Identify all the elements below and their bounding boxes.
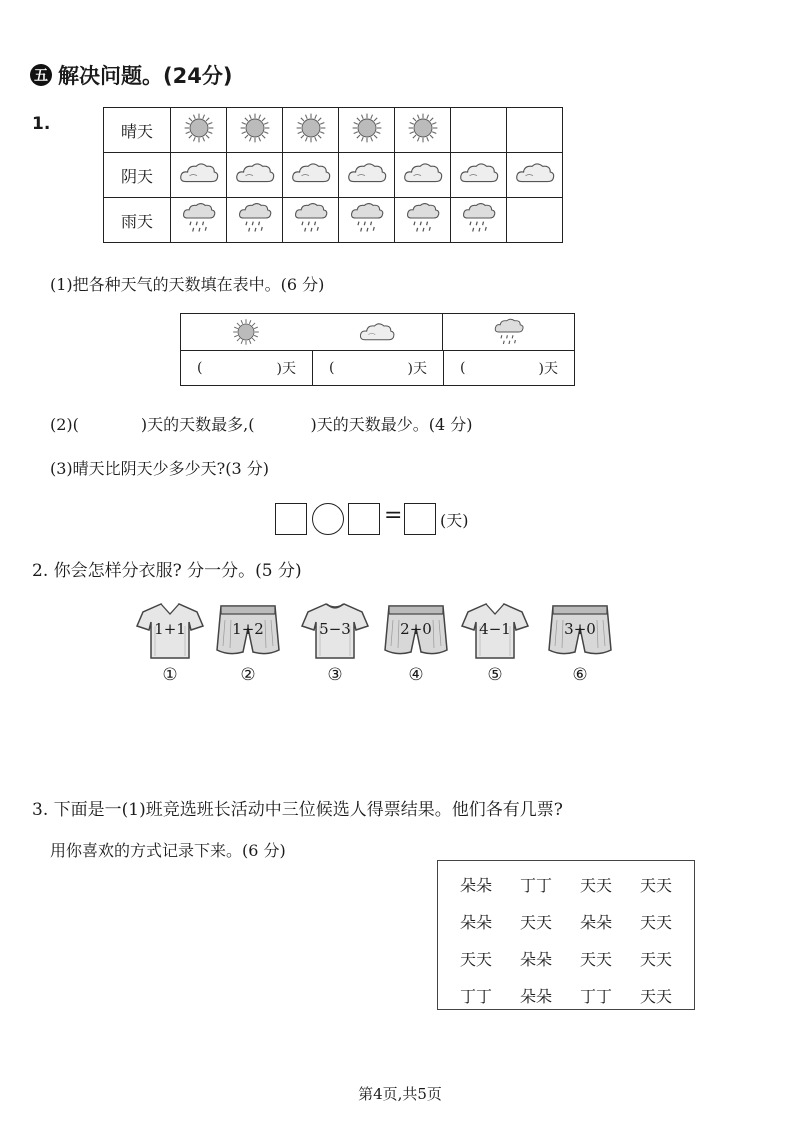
vote-entry: 朵朵 — [519, 950, 552, 969]
section-title: 解决问题。(24分) — [58, 64, 233, 88]
vote-entry: 天天 — [639, 913, 672, 932]
section-badge: 五 — [30, 64, 52, 86]
sun-icon — [395, 108, 451, 153]
rain-icon — [171, 198, 227, 243]
sun-icon — [339, 108, 395, 153]
clothing-number: ④ — [408, 665, 424, 685]
empty-cell — [507, 198, 563, 243]
vote-entry: 天天 — [579, 950, 612, 969]
sun-icon — [227, 108, 283, 153]
page-footer: 第4页,共5页 — [358, 1085, 442, 1103]
clothing-expression: 3+0 — [564, 620, 596, 638]
summary-blank-rainy[interactable]: ( )天 — [443, 351, 574, 385]
equation-box-2[interactable] — [348, 503, 380, 535]
weather-row-label: 阴天 — [104, 153, 171, 198]
vote-entry: 天天 — [639, 950, 672, 969]
weather-record-table — [103, 107, 563, 243]
clothing-expression: 4−1 — [479, 620, 511, 638]
vote-entry: 丁丁 — [579, 987, 612, 1006]
summary-blank-sunny[interactable]: ( )天 — [197, 360, 296, 377]
vote-entry: 天天 — [519, 913, 552, 932]
weather-row — [104, 153, 563, 198]
clothing-number: ① — [162, 665, 178, 685]
clothing-expression: 5−3 — [319, 620, 351, 638]
question-1-number: 1. — [32, 114, 51, 134]
vote-entry: 天天 — [639, 987, 672, 1006]
vote-entry: 天天 — [639, 876, 672, 895]
q1-sub1-text: (1)把各种天气的天数填在表中。(6 分) — [50, 275, 325, 294]
rain-icon — [227, 198, 283, 243]
equals-sign: = — [384, 503, 403, 528]
empty-cell — [507, 108, 563, 153]
rain-icon — [339, 198, 395, 243]
vote-entry: 朵朵 — [519, 987, 552, 1006]
cloud-icon — [227, 153, 283, 198]
vote-entry: 丁丁 — [519, 876, 552, 895]
cloud-icon — [395, 153, 451, 198]
clothing-expression: 2+0 — [400, 620, 432, 638]
rain-icon — [395, 198, 451, 243]
equation-operator-circle[interactable] — [312, 503, 344, 535]
clothing-number: ⑤ — [487, 665, 503, 685]
vote-entry: 天天 — [459, 950, 492, 969]
summary-rain-icon — [442, 314, 574, 350]
empty-cell — [451, 108, 507, 153]
section-header — [30, 60, 232, 90]
equation-unit: (天) — [440, 511, 469, 530]
summary-cloud-icon — [312, 314, 443, 350]
cloud-icon — [283, 153, 339, 198]
sun-icon — [283, 108, 339, 153]
clothing-expression: 1+2 — [232, 620, 264, 638]
weather-row — [104, 198, 563, 243]
q1-sub2-text: (2)( )天的天数最多,( )天的天数最少。(4 分) — [50, 415, 473, 434]
vote-entry: 天天 — [579, 876, 612, 895]
rain-icon — [451, 198, 507, 243]
q1-sub3-text: (3)晴天比阴天少多少天?(3 分) — [50, 459, 269, 478]
summary-sun-icon — [181, 314, 312, 350]
weather-row — [104, 108, 563, 153]
weather-row-label: 雨天 — [104, 198, 171, 243]
vote-entry: 朵朵 — [459, 913, 492, 932]
weather-summary-table — [180, 313, 575, 386]
cloud-icon — [171, 153, 227, 198]
question-3-line2: 用你喜欢的方式记录下来。(6 分) — [50, 841, 286, 860]
clothing-number: ③ — [327, 665, 343, 685]
cloud-icon — [451, 153, 507, 198]
vote-entry: 朵朵 — [579, 913, 612, 932]
vote-entry: 朵朵 — [459, 876, 492, 895]
weather-row-label: 晴天 — [104, 108, 171, 153]
cloud-icon — [339, 153, 395, 198]
sun-icon — [171, 108, 227, 153]
equation-box-result[interactable] — [404, 503, 436, 535]
rain-icon — [283, 198, 339, 243]
question-3-line1: 3. 下面是一(1)班竞选班长活动中三位候选人得票结果。他们各有几票? — [32, 800, 563, 820]
cloud-icon — [507, 153, 563, 198]
clothing-number: ② — [240, 665, 256, 685]
vote-entry: 丁丁 — [459, 987, 492, 1006]
question-2-text: 2. 你会怎样分衣服? 分一分。(5 分) — [32, 561, 302, 581]
vote-results-table — [437, 860, 695, 1010]
summary-blank-cloudy[interactable]: ( )天 — [312, 351, 443, 385]
equation-box-1[interactable] — [275, 503, 307, 535]
clothing-number: ⑥ — [572, 665, 588, 685]
clothing-expression: 1+1 — [154, 620, 186, 638]
